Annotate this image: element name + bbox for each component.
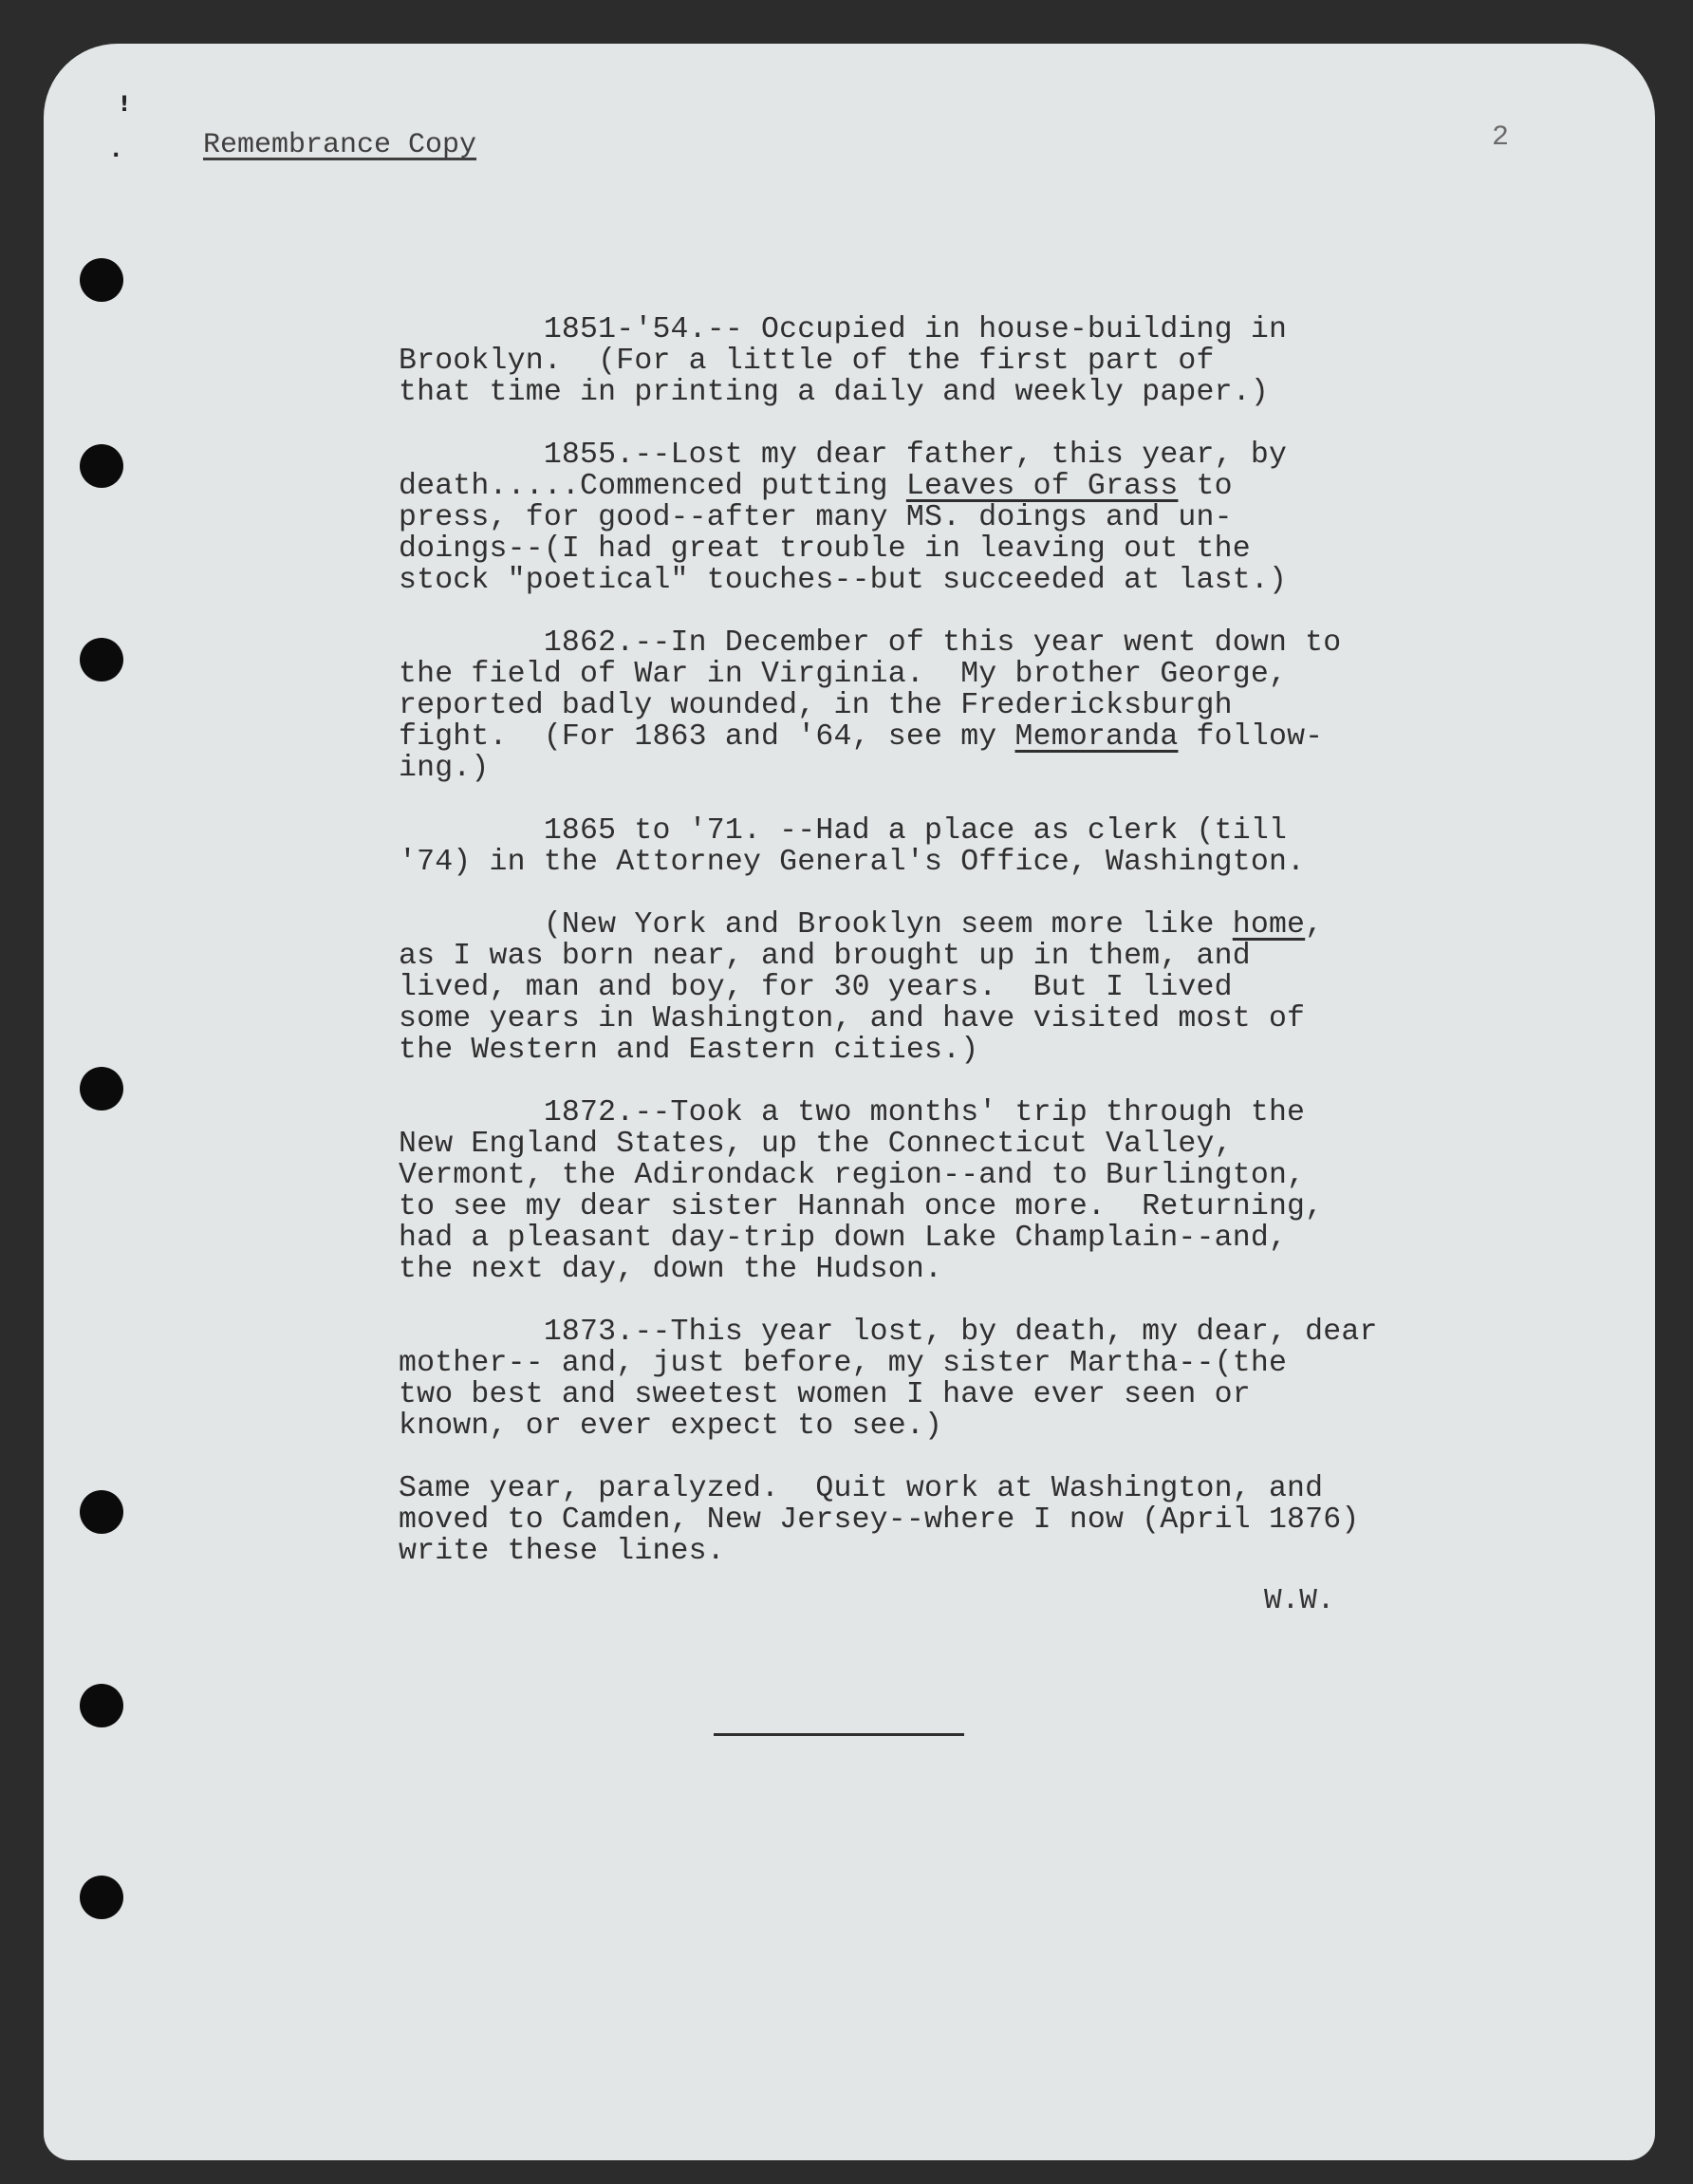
emphasis-home: home	[1232, 908, 1306, 942]
text-line: lived, man and boy, for 30 years. But I lived	[399, 971, 1233, 1004]
signature-initials: W.W.	[1264, 1584, 1335, 1617]
punch-hole	[80, 638, 123, 681]
text-line: 1872.--Took a two months' trip through the	[399, 1096, 1306, 1129]
text-line: 1855.--Lost my dear father, this year, by	[399, 439, 1288, 472]
header-title: Remembrance Copy	[203, 129, 477, 161]
text-line: known, or ever expect to see.)	[399, 1409, 943, 1443]
text-line: mother-- and, just before, my sister Martha--(the	[399, 1347, 1288, 1380]
text-line: Same year, paralyzed. Quit work at Washington, and	[399, 1472, 1324, 1505]
text-line: had a pleasant day-trip down Lake Champlain--and,	[399, 1222, 1288, 1255]
text-line: 1862.--In December of this year went down to	[399, 626, 1342, 660]
margin-dot-mark: .	[112, 139, 121, 162]
entry-same-year	[399, 1473, 1452, 1567]
text-line: moved to Camden, New Jersey--where I now (April 1876)	[399, 1503, 1360, 1537]
text-line: to see my dear sister Hannah once more. Returning,	[399, 1190, 1324, 1223]
text-line: as I was born near, and brought up in them, and	[399, 940, 1251, 973]
text-line: '74) in the Attorney General's Office, Washington.	[399, 846, 1306, 879]
entry-new-york-note	[399, 909, 1452, 1066]
punch-hole	[80, 444, 123, 488]
text-line: write these lines.	[399, 1535, 725, 1568]
text-line: to	[1178, 470, 1233, 503]
typescript-body	[399, 314, 1452, 1567]
punch-hole	[80, 1067, 123, 1111]
closing-rule	[714, 1733, 964, 1736]
text-line: Brooklyn. (For a little of the first part of	[399, 345, 1215, 378]
text-line: death.....Commenced putting	[399, 470, 906, 503]
text-line: Vermont, the Adirondack region--and to Burlington,	[399, 1159, 1306, 1192]
punch-hole	[80, 258, 123, 302]
book-title-leaves-of-grass: Leaves of Grass	[905, 470, 1179, 503]
text-line: follow-	[1178, 720, 1324, 754]
entry-1855	[399, 439, 1452, 596]
entry-1851	[399, 314, 1452, 408]
punch-hole	[80, 1490, 123, 1534]
entry-1872	[399, 1097, 1452, 1285]
document-page	[44, 44, 1655, 2160]
page-number: 2	[1492, 121, 1510, 154]
entry-1862	[399, 627, 1452, 784]
text-line: ,	[1305, 908, 1324, 942]
text-line: reported badly wounded, in the Fredericksburgh	[399, 689, 1233, 722]
text-line: 1873.--This year lost, by death, my dear, dear	[399, 1316, 1378, 1349]
punch-hole	[80, 1876, 123, 1919]
text-line: doings--(I had great trouble in leaving out the	[399, 532, 1251, 566]
entry-1865	[399, 815, 1452, 878]
book-title-memoranda: Memoranda	[1014, 720, 1179, 754]
text-line: that time in printing a daily and weekly paper.)	[399, 376, 1269, 409]
text-line: fight. (For 1863 and '64, see my	[399, 720, 1015, 754]
text-line: stock "poetical" touches--but succeeded at last.)	[399, 564, 1288, 597]
text-line: press, for good--after many MS. doings and un-	[399, 501, 1233, 534]
punch-hole	[80, 1684, 123, 1727]
text-line: ing.)	[399, 752, 490, 785]
text-line: the field of War in Virginia. My brother George,	[399, 658, 1288, 691]
text-line: 1865 to '71. --Had a place as clerk (till	[399, 814, 1288, 848]
text-line: the Western and Eastern cities.)	[399, 1034, 979, 1067]
text-line: two best and sweetest women I have ever seen or	[399, 1378, 1251, 1411]
text-line: New England States, up the Connecticut Valley,	[399, 1128, 1233, 1161]
margin-tick-mark: !	[120, 93, 130, 117]
text-line: (New York and Brooklyn seem more like	[399, 908, 1233, 942]
text-line: 1851-'54.-- Occupied in house-building in	[399, 313, 1288, 346]
text-line: the next day, down the Hudson.	[399, 1253, 943, 1286]
entry-1873	[399, 1316, 1452, 1442]
text-line: some years in Washington, and have visited most of	[399, 1002, 1306, 1036]
